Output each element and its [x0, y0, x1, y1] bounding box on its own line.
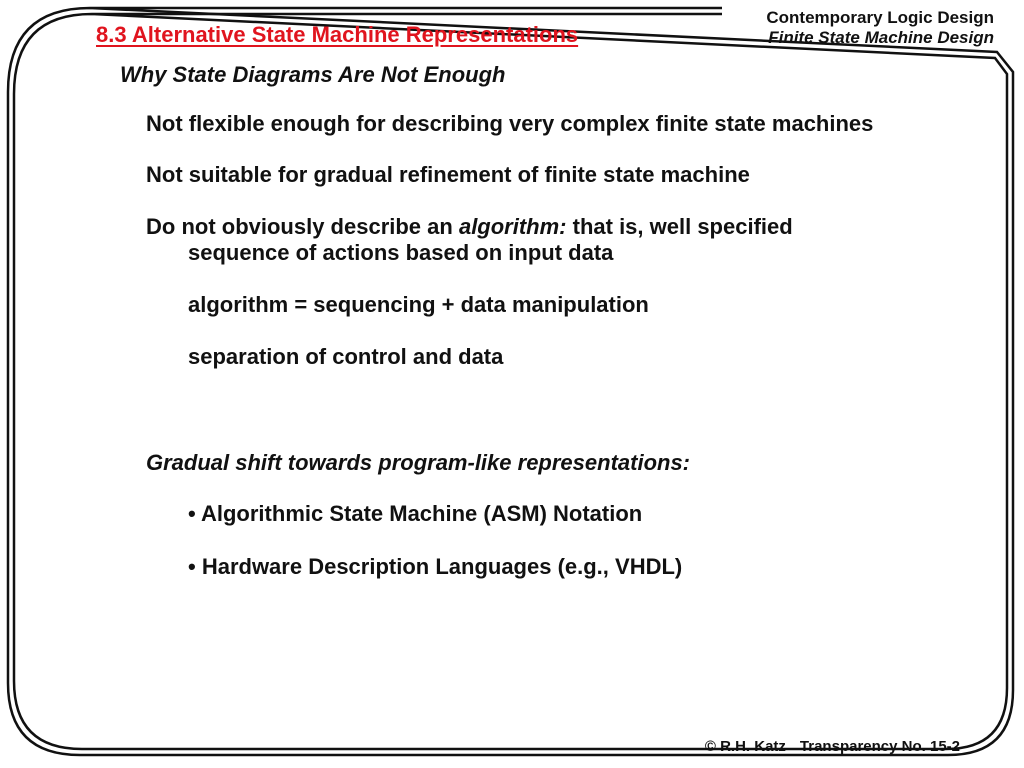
bullet-hdl: • Hardware Description Languages (e.g., VHDL): [188, 554, 683, 579]
copyright-text: © R.H. Katz: [704, 738, 786, 755]
point-algorithm: [146, 214, 793, 240]
point-algorithm-suffix: that is, well specified: [566, 214, 793, 239]
point-flexibility: Not flexible enough for describing very complex finite state machines: [146, 111, 874, 136]
point-refinement: Not suitable for gradual refinement of finite state machine: [146, 162, 750, 187]
point-algorithm-prefix: Do not obviously describe an: [146, 214, 459, 239]
algorithm-term: algorithm:: [458, 214, 567, 239]
course-name: Contemporary Logic Design: [766, 8, 994, 27]
chapter-name: Finite State Machine Design: [768, 28, 994, 47]
algorithm-definition: algorithm = sequencing + data manipulation: [188, 292, 649, 317]
slide-footer: [705, 738, 960, 755]
course-header: [766, 8, 994, 48]
slide-subtitle: Why State Diagrams Are Not Enough: [120, 62, 506, 87]
gradual-shift-heading: Gradual shift towards program-like representations:: [146, 450, 691, 475]
transparency-number: Transparency No. 15-2: [799, 738, 960, 755]
bullet-asm-notation: • Algorithmic State Machine (ASM) Notation: [188, 501, 643, 526]
point-algorithm-continued: sequence of actions based on input data: [188, 240, 614, 265]
slide-title: 8.3 Alternative State Machine Representations: [96, 22, 579, 47]
control-data-separation: separation of control and data: [188, 344, 504, 369]
